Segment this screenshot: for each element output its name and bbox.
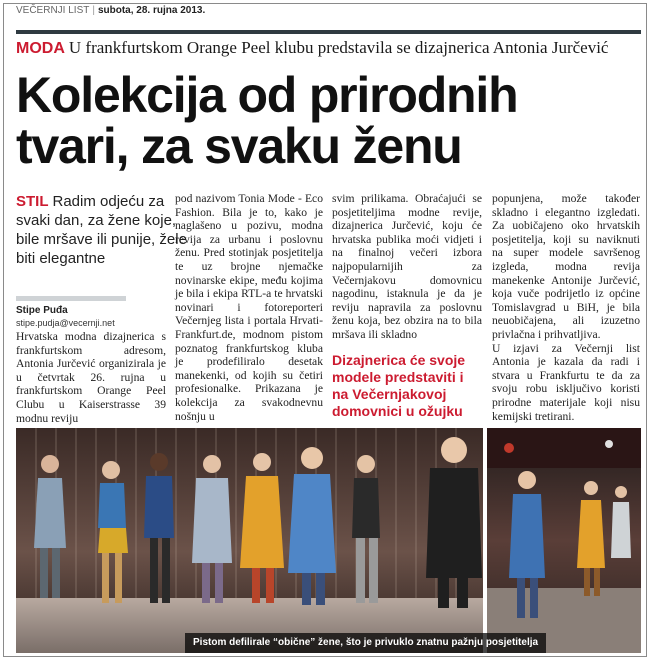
byline-author: Stipe Puđa: [16, 305, 68, 316]
headline-line-1: Kolekcija od prirodnih: [16, 67, 518, 123]
byline-email[interactable]: stipe.pudja@vecernji.net: [16, 318, 115, 328]
kicker-rubric: MODA: [16, 40, 65, 57]
pull-quote: Dizajnerica će svoje modele predstaviti i na Večernjakovoj domovnici u ožujku: [332, 352, 466, 419]
kicker-text: U frankfurtskom Orange Peel klubu predstavila se dizajnerica Antonia Jurčević: [68, 38, 609, 57]
body-paragraph: svim prilikama. Obraćajući se posjetiteljima modne revije, dizajnerica Jurčević, koju će hrvatska publika moći vidjeti i na finalnoj večeri izbora najpopularnijih za Večernjakovu domovnicu nagodinu, istaknula je da je reviju napravila za poslovnu ženu koja, bez obzira na to bila mršava ili skladno: [332, 192, 482, 341]
photo-caption: Pistom defilirale “obične” žene, što je privuklo znatnu pažnju posjetitelja: [185, 633, 546, 653]
publication-name: VEČERNJI LIST: [16, 5, 90, 16]
body-column-1: [16, 330, 166, 425]
body-column-4: [492, 192, 640, 423]
deck: [16, 192, 191, 268]
body-paragraph: pod nazivom Tonia Mode - Eco Fashion. Bila je to, kako je naglašeno u pozivu, modna revija za urbanu i poslovnu ženu. Pred stotinjak posjetitelja te uz brojne njemačke novinarske ekipe, među kojima je bila i ekipa RTL-a te hrvatski novinari i fotoreporteri Večernjeg lista i portala Hrvati-Frankfurt.de, modnom pistom poznatog frankfurtskog kluba je prodefiliralo desetak manekenki, od kojih su četiri profesionalke. Prikazana je kolekcija za svakodnevnu nošnju u: [175, 192, 323, 423]
deck-rubric: STIL: [16, 193, 49, 210]
headline-line-2: tvari, za svaku ženu: [16, 118, 462, 174]
byline-rule: [16, 296, 126, 301]
body-paragraph: Hrvatska modna dizajnerica s frankfurtskom adresom, Antonia Jurčević organizirala je u četvrtak 26. rujna u frankfurtskom Orange Peel Clubu u Kaiserstrasse 39 modnu reviju: [16, 330, 166, 425]
body-column-3: [332, 192, 482, 342]
body-paragraph: popunjena, može također skladno i elegantno izgledati. Za uobičajeno oko hrvatskih posjetitelja, koji su naviknuti na super modele savršenog izgleda, modna revija manekenke Antonije Jurčević, koja vuče podrijetlo iz općine Tomislavgrad u BiH, je bila neuobičajena, ali izuzetno privlačna i prihvatljiva.: [492, 192, 640, 341]
headline: [16, 67, 641, 174]
runway-photo-main: [16, 428, 483, 653]
runway-photo-side: [487, 428, 641, 653]
page-header: VEČERNJI LIST | subota, 28. rujna 2013.: [16, 5, 206, 16]
kicker: [16, 34, 641, 61]
runway-illustration: [16, 428, 483, 653]
deck-text: Radim odjeću za svaki dan, za žene koje, bile mršave ili punije, žele biti elegantne: [16, 193, 187, 267]
body-paragraph: U izjavi za Večernji list Antonia je kazala da radi i stvara u Frankfurtu te da za svoju robu isključivo koristi prirodne materijale koji nisu kemijski tretirani.: [492, 341, 640, 423]
issue-date: subota, 28. rujna 2013.: [97, 5, 206, 16]
body-column-2: [175, 192, 323, 423]
runway-side-illustration: [487, 428, 641, 653]
